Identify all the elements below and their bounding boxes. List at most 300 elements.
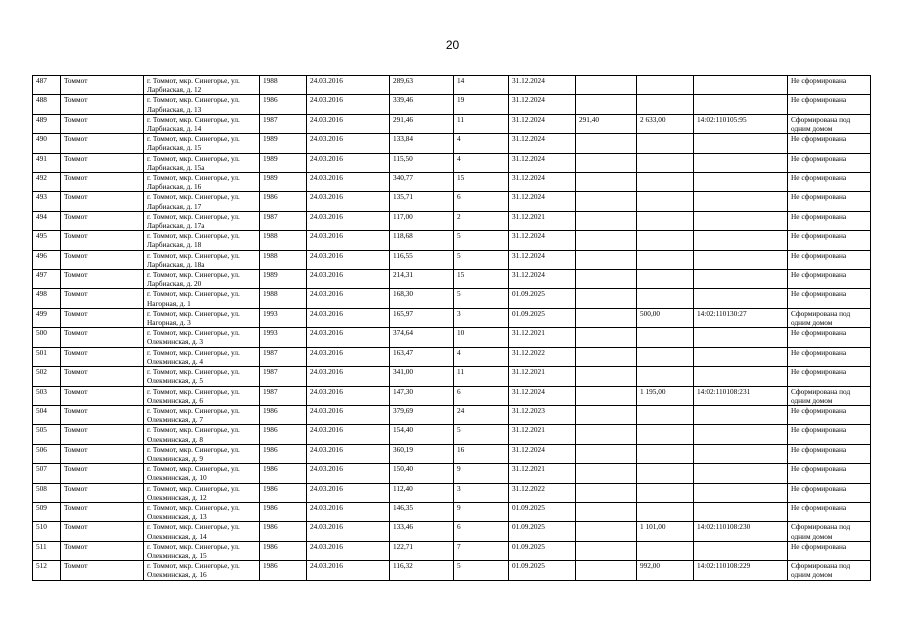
cell-residents: 16 xyxy=(454,444,509,463)
cell-cadastral-number xyxy=(694,153,788,172)
table-row xyxy=(33,95,871,114)
cell-address: г. Томмот, мкр. Синегорье, ул. Олекминская, д. 15 xyxy=(144,541,260,560)
cell-cadastral-number xyxy=(694,250,788,269)
table-row xyxy=(33,231,871,250)
cell-land-area-2 xyxy=(637,483,694,502)
cell-build-year: 1989 xyxy=(260,270,307,289)
cell-deadline: 31.12.2024 xyxy=(509,250,576,269)
table-row xyxy=(33,289,871,308)
cell-settlement: Томмот xyxy=(61,211,144,230)
table-row xyxy=(33,250,871,269)
cell-status: Не сформирована xyxy=(788,153,871,172)
cell-residents: 11 xyxy=(454,367,509,386)
cell-cadastral-number xyxy=(694,367,788,386)
cell-survey-date: 24.03.2016 xyxy=(307,76,390,95)
cell-area: 341,00 xyxy=(390,367,454,386)
cell-survey-date: 24.03.2016 xyxy=(307,95,390,114)
cell-area: 112,40 xyxy=(390,483,454,502)
cell-settlement: Томмот xyxy=(61,444,144,463)
cell-residents: 14 xyxy=(454,76,509,95)
cell-cadastral-number xyxy=(694,483,788,502)
cell-area: 340,77 xyxy=(390,173,454,192)
cell-status: Сформирована под одним домом xyxy=(788,114,871,133)
cell-cadastral-number: 14:02:110108:231 xyxy=(694,386,788,405)
cell-cadastral-number xyxy=(694,76,788,95)
cell-land-area-2 xyxy=(637,541,694,560)
cell-number: 499 xyxy=(33,308,61,327)
cell-survey-date: 24.03.2016 xyxy=(307,541,390,560)
cell-build-year: 1988 xyxy=(260,250,307,269)
cell-area: 379,69 xyxy=(390,405,454,424)
cell-land-area-1 xyxy=(576,270,637,289)
table-row xyxy=(33,347,871,366)
cell-land-area-1 xyxy=(576,367,637,386)
cell-area: 163,47 xyxy=(390,347,454,366)
cell-deadline: 01.09.2025 xyxy=(509,308,576,327)
cell-number: 511 xyxy=(33,541,61,560)
cell-land-area-2 xyxy=(637,425,694,444)
cell-residents: 19 xyxy=(454,95,509,114)
cell-address: г. Томмот, мкр. Синегорье, ул. Ларбиаская, д. 18 xyxy=(144,231,260,250)
cell-residents: 3 xyxy=(454,308,509,327)
cell-survey-date: 24.03.2016 xyxy=(307,211,390,230)
cell-settlement: Томмот xyxy=(61,250,144,269)
cell-land-area-2 xyxy=(637,289,694,308)
cell-deadline: 31.12.2022 xyxy=(509,483,576,502)
cell-residents: 3 xyxy=(454,483,509,502)
cell-settlement: Томмот xyxy=(61,114,144,133)
table-row xyxy=(33,464,871,483)
cell-number: 494 xyxy=(33,211,61,230)
cell-deadline: 01.09.2025 xyxy=(509,522,576,541)
cell-area: 117,00 xyxy=(390,211,454,230)
cell-cadastral-number xyxy=(694,173,788,192)
cell-build-year: 1989 xyxy=(260,134,307,153)
cell-status: Не сформирована xyxy=(788,541,871,560)
cell-number: 508 xyxy=(33,483,61,502)
cell-land-area-2 xyxy=(637,231,694,250)
cell-build-year: 1988 xyxy=(260,76,307,95)
cell-residents: 4 xyxy=(454,134,509,153)
cell-survey-date: 24.03.2016 xyxy=(307,114,390,133)
cell-status: Сформирована под одним домом xyxy=(788,308,871,327)
table-row xyxy=(33,308,871,327)
cell-address: г. Томмот, мкр. Синегорье, ул. Ларбиаская, д. 15а xyxy=(144,153,260,172)
cell-settlement: Томмот xyxy=(61,328,144,347)
cell-number: 507 xyxy=(33,464,61,483)
cell-cadastral-number xyxy=(694,231,788,250)
cell-settlement: Томмот xyxy=(61,289,144,308)
cell-status: Не сформирована xyxy=(788,405,871,424)
cell-land-area-2 xyxy=(637,134,694,153)
table-row xyxy=(33,211,871,230)
cell-land-area-2 xyxy=(637,95,694,114)
cell-build-year: 1987 xyxy=(260,211,307,230)
cell-survey-date: 24.03.2016 xyxy=(307,231,390,250)
cell-survey-date: 24.03.2016 xyxy=(307,134,390,153)
cell-address: г. Томмот, мкр. Синегорье, ул. Ларбиаская, д. 20 xyxy=(144,270,260,289)
cell-land-area-2 xyxy=(637,250,694,269)
cell-number: 497 xyxy=(33,270,61,289)
cell-cadastral-number xyxy=(694,328,788,347)
cell-build-year: 1987 xyxy=(260,347,307,366)
cell-residents: 6 xyxy=(454,522,509,541)
cell-land-area-1 xyxy=(576,386,637,405)
cell-land-area-1 xyxy=(576,561,637,580)
cell-land-area-1 xyxy=(576,483,637,502)
cell-number: 498 xyxy=(33,289,61,308)
cell-land-area-2: 1 195,00 xyxy=(637,386,694,405)
cell-area: 360,19 xyxy=(390,444,454,463)
cell-address: г. Томмот, мкр. Синегорье, ул. Олекминская, д. 6 xyxy=(144,386,260,405)
cell-cadastral-number: 14:02:110108:230 xyxy=(694,522,788,541)
cell-cadastral-number: 14:02:110108:229 xyxy=(694,561,788,580)
cell-number: 504 xyxy=(33,405,61,424)
cell-number: 492 xyxy=(33,173,61,192)
cell-status: Не сформирована xyxy=(788,95,871,114)
cell-residents: 15 xyxy=(454,173,509,192)
cell-land-area-2: 1 101,00 xyxy=(637,522,694,541)
cell-residents: 5 xyxy=(454,250,509,269)
cell-survey-date: 24.03.2016 xyxy=(307,270,390,289)
table-row xyxy=(33,561,871,580)
cell-deadline: 31.12.2024 xyxy=(509,76,576,95)
cell-land-area-1 xyxy=(576,308,637,327)
cell-area: 374,64 xyxy=(390,328,454,347)
cell-survey-date: 24.03.2016 xyxy=(307,483,390,502)
cell-address: г. Томмот, мкр. Синегорье, ул. Олекминская, д. 13 xyxy=(144,502,260,521)
cell-residents: 10 xyxy=(454,328,509,347)
cell-residents: 5 xyxy=(454,289,509,308)
cell-residents: 6 xyxy=(454,386,509,405)
cell-residents: 6 xyxy=(454,192,509,211)
cell-deadline: 01.09.2025 xyxy=(509,289,576,308)
cell-build-year: 1986 xyxy=(260,95,307,114)
cell-land-area-1 xyxy=(576,502,637,521)
cell-survey-date: 24.03.2016 xyxy=(307,464,390,483)
cell-address: г. Томмот, мкр. Синегорье, ул. Ларбиаская, д. 16 xyxy=(144,173,260,192)
cell-build-year: 1986 xyxy=(260,561,307,580)
cell-settlement: Томмот xyxy=(61,367,144,386)
cell-address: г. Томмот, мкр. Синегорье, ул. Олекминская, д. 12 xyxy=(144,483,260,502)
cell-address: г. Томмот, мкр. Синегорье, ул. Нагорная, д. 1 xyxy=(144,289,260,308)
cell-land-area-2 xyxy=(637,464,694,483)
cell-area: 116,55 xyxy=(390,250,454,269)
cell-number: 493 xyxy=(33,192,61,211)
cell-land-area-2 xyxy=(637,444,694,463)
cell-status: Не сформирована xyxy=(788,211,871,230)
cell-status: Не сформирована xyxy=(788,367,871,386)
table-row xyxy=(33,386,871,405)
cell-residents: 9 xyxy=(454,502,509,521)
table-row xyxy=(33,134,871,153)
cell-land-area-1 xyxy=(576,425,637,444)
cell-land-area-2 xyxy=(637,192,694,211)
cell-survey-date: 24.03.2016 xyxy=(307,308,390,327)
cell-settlement: Томмот xyxy=(61,347,144,366)
table-row xyxy=(33,425,871,444)
cell-deadline: 01.09.2025 xyxy=(509,561,576,580)
cell-land-area-1 xyxy=(576,464,637,483)
table-row xyxy=(33,522,871,541)
cell-number: 512 xyxy=(33,561,61,580)
cell-cadastral-number xyxy=(694,347,788,366)
cell-area: 168,30 xyxy=(390,289,454,308)
cell-settlement: Томмот xyxy=(61,464,144,483)
cell-cadastral-number: 14:02:110130:27 xyxy=(694,308,788,327)
cell-land-area-1 xyxy=(576,444,637,463)
cell-cadastral-number xyxy=(694,95,788,114)
cell-residents: 5 xyxy=(454,425,509,444)
cell-survey-date: 24.03.2016 xyxy=(307,522,390,541)
cell-settlement: Томмот xyxy=(61,405,144,424)
cell-residents: 9 xyxy=(454,464,509,483)
cell-cadastral-number xyxy=(694,270,788,289)
cell-build-year: 1993 xyxy=(260,308,307,327)
cell-land-area-2 xyxy=(637,211,694,230)
cell-settlement: Томмот xyxy=(61,561,144,580)
cell-status: Не сформирована xyxy=(788,192,871,211)
cell-build-year: 1986 xyxy=(260,522,307,541)
cell-deadline: 31.12.2024 xyxy=(509,192,576,211)
cell-land-area-1 xyxy=(576,231,637,250)
cell-number: 487 xyxy=(33,76,61,95)
cell-land-area-2 xyxy=(637,153,694,172)
cell-build-year: 1986 xyxy=(260,444,307,463)
cell-number: 506 xyxy=(33,444,61,463)
table-row xyxy=(33,444,871,463)
cell-residents: 4 xyxy=(454,347,509,366)
table-row xyxy=(33,502,871,521)
cell-area: 118,68 xyxy=(390,231,454,250)
cell-build-year: 1987 xyxy=(260,367,307,386)
cell-settlement: Томмот xyxy=(61,522,144,541)
cell-area: 115,50 xyxy=(390,153,454,172)
cell-deadline: 31.12.2021 xyxy=(509,425,576,444)
cell-settlement: Томмот xyxy=(61,173,144,192)
cell-deadline: 31.12.2021 xyxy=(509,328,576,347)
cell-build-year: 1986 xyxy=(260,405,307,424)
cell-area: 147,30 xyxy=(390,386,454,405)
cell-build-year: 1989 xyxy=(260,173,307,192)
cell-survey-date: 24.03.2016 xyxy=(307,173,390,192)
cell-residents: 15 xyxy=(454,270,509,289)
cell-deadline: 31.12.2024 xyxy=(509,386,576,405)
cell-deadline: 31.12.2024 xyxy=(509,444,576,463)
cell-status: Не сформирована xyxy=(788,173,871,192)
cell-cadastral-number xyxy=(694,289,788,308)
cell-address: г. Томмот, мкр. Синегорье, ул. Ларбиаская, д. 15 xyxy=(144,134,260,153)
cell-land-area-2 xyxy=(637,173,694,192)
cell-status: Сформирована под одним домом xyxy=(788,522,871,541)
cell-status: Не сформирована xyxy=(788,270,871,289)
cell-land-area-1 xyxy=(576,328,637,347)
cell-deadline: 31.12.2021 xyxy=(509,464,576,483)
cell-deadline: 01.09.2025 xyxy=(509,502,576,521)
cell-land-area-2 xyxy=(637,76,694,95)
cell-cadastral-number xyxy=(694,464,788,483)
cell-address: г. Томмот, мкр. Синегорье, ул. Ларбиаская, д. 12 xyxy=(144,76,260,95)
cell-build-year: 1987 xyxy=(260,114,307,133)
cell-deadline: 31.12.2021 xyxy=(509,367,576,386)
cell-cadastral-number xyxy=(694,134,788,153)
cell-build-year: 1993 xyxy=(260,328,307,347)
table-row xyxy=(33,173,871,192)
cell-residents: 5 xyxy=(454,561,509,580)
cell-land-area-1 xyxy=(576,522,637,541)
cell-cadastral-number xyxy=(694,541,788,560)
table-row xyxy=(33,114,871,133)
cell-status: Не сформирована xyxy=(788,134,871,153)
cell-survey-date: 24.03.2016 xyxy=(307,153,390,172)
cell-deadline: 31.12.2024 xyxy=(509,270,576,289)
cell-status: Не сформирована xyxy=(788,289,871,308)
cell-build-year: 1986 xyxy=(260,502,307,521)
cell-land-area-2 xyxy=(637,270,694,289)
cell-land-area-1 xyxy=(576,134,637,153)
cell-area: 122,71 xyxy=(390,541,454,560)
cell-deadline: 31.12.2023 xyxy=(509,405,576,424)
cell-address: г. Томмот, мкр. Синегорье, ул. Олекминская, д. 4 xyxy=(144,347,260,366)
cell-land-area-1 xyxy=(576,192,637,211)
table-row xyxy=(33,192,871,211)
cell-land-area-1 xyxy=(576,541,637,560)
cell-status: Не сформирована xyxy=(788,464,871,483)
cell-deadline: 31.12.2022 xyxy=(509,347,576,366)
cell-land-area-2 xyxy=(637,405,694,424)
cell-area: 133,46 xyxy=(390,522,454,541)
cell-land-area-1 xyxy=(576,153,637,172)
cell-build-year: 1989 xyxy=(260,153,307,172)
cell-survey-date: 24.03.2016 xyxy=(307,347,390,366)
cell-land-area-1 xyxy=(576,76,637,95)
cell-survey-date: 24.03.2016 xyxy=(307,289,390,308)
cell-land-area-2 xyxy=(637,502,694,521)
cell-address: г. Томмот, мкр. Синегорье, ул. Олекминская, д. 7 xyxy=(144,405,260,424)
cell-survey-date: 24.03.2016 xyxy=(307,250,390,269)
cell-build-year: 1986 xyxy=(260,483,307,502)
cell-status: Не сформирована xyxy=(788,231,871,250)
cell-build-year: 1988 xyxy=(260,289,307,308)
cell-cadastral-number xyxy=(694,192,788,211)
cell-address: г. Томмот, мкр. Синегорье, ул. Ларбиаская, д. 17а xyxy=(144,211,260,230)
cell-build-year: 1987 xyxy=(260,386,307,405)
table-body xyxy=(33,76,871,581)
cell-residents: 11 xyxy=(454,114,509,133)
cell-settlement: Томмот xyxy=(61,134,144,153)
cell-status: Не сформирована xyxy=(788,483,871,502)
cell-land-area-2 xyxy=(637,347,694,366)
cell-cadastral-number xyxy=(694,211,788,230)
cell-area: 289,63 xyxy=(390,76,454,95)
cell-number: 488 xyxy=(33,95,61,114)
cell-settlement: Томмот xyxy=(61,270,144,289)
cell-address: г. Томмот, мкр. Синегорье, ул. Олекминская, д. 8 xyxy=(144,425,260,444)
cell-area: 165,97 xyxy=(390,308,454,327)
table-row xyxy=(33,367,871,386)
cell-cadastral-number xyxy=(694,405,788,424)
cell-residents: 5 xyxy=(454,231,509,250)
cell-residents: 24 xyxy=(454,405,509,424)
cell-build-year: 1986 xyxy=(260,192,307,211)
cell-address: г. Томмот, мкр. Синегорье, ул. Ларбиаская, д. 14 xyxy=(144,114,260,133)
table-row xyxy=(33,328,871,347)
cell-land-area-2 xyxy=(637,328,694,347)
table-row xyxy=(33,270,871,289)
cell-status: Не сформирована xyxy=(788,444,871,463)
cell-survey-date: 24.03.2016 xyxy=(307,502,390,521)
cell-land-area-1 xyxy=(576,289,637,308)
table-row xyxy=(33,76,871,95)
cell-status: Не сформирована xyxy=(788,328,871,347)
cell-number: 496 xyxy=(33,250,61,269)
cell-land-area-1: 291,40 xyxy=(576,114,637,133)
cell-address: г. Томмот, мкр. Синегорье, ул. Ларбиаская, д. 17 xyxy=(144,192,260,211)
cell-status: Не сформирована xyxy=(788,502,871,521)
cell-address: г. Томмот, мкр. Синегорье, ул. Олекминская, д. 16 xyxy=(144,561,260,580)
cell-number: 510 xyxy=(33,522,61,541)
cell-number: 509 xyxy=(33,502,61,521)
cell-build-year: 1986 xyxy=(260,464,307,483)
cell-area: 133,84 xyxy=(390,134,454,153)
cell-settlement: Томмот xyxy=(61,308,144,327)
cell-area: 291,46 xyxy=(390,114,454,133)
cell-survey-date: 24.03.2016 xyxy=(307,561,390,580)
cell-deadline: 31.12.2024 xyxy=(509,134,576,153)
cell-area: 135,71 xyxy=(390,192,454,211)
cell-address: г. Томмот, мкр. Синегорье, ул. Олекминская, д. 14 xyxy=(144,522,260,541)
cell-status: Не сформирована xyxy=(788,425,871,444)
cell-settlement: Томмот xyxy=(61,153,144,172)
cell-land-area-2: 992,00 xyxy=(637,561,694,580)
cell-cadastral-number: 14:02:110105:95 xyxy=(694,114,788,133)
cell-address: г. Томмот, мкр. Синегорье, ул. Ларбиаская, д. 13 xyxy=(144,95,260,114)
cell-address: г. Томмот, мкр. Синегорье, ул. Ларбиаская, д. 18а xyxy=(144,250,260,269)
cell-status: Не сформирована xyxy=(788,250,871,269)
cell-area: 146,35 xyxy=(390,502,454,521)
cell-settlement: Томмот xyxy=(61,483,144,502)
cell-residents: 4 xyxy=(454,153,509,172)
housing-registry-table xyxy=(32,75,871,581)
cell-land-area-1 xyxy=(576,347,637,366)
cell-land-area-2: 2 633,00 xyxy=(637,114,694,133)
cell-survey-date: 24.03.2016 xyxy=(307,328,390,347)
cell-address: г. Томмот, мкр. Синегорье, ул. Олекминская, д. 5 xyxy=(144,367,260,386)
cell-area: 150,40 xyxy=(390,464,454,483)
cell-area: 154,40 xyxy=(390,425,454,444)
table-row xyxy=(33,541,871,560)
cell-land-area-1 xyxy=(576,211,637,230)
cell-area: 339,46 xyxy=(390,95,454,114)
cell-settlement: Томмот xyxy=(61,192,144,211)
cell-survey-date: 24.03.2016 xyxy=(307,405,390,424)
cell-survey-date: 24.03.2016 xyxy=(307,444,390,463)
cell-build-year: 1986 xyxy=(260,425,307,444)
cell-settlement: Томмот xyxy=(61,425,144,444)
cell-deadline: 01.09.2025 xyxy=(509,541,576,560)
cell-area: 214,31 xyxy=(390,270,454,289)
cell-number: 505 xyxy=(33,425,61,444)
cell-settlement: Томмот xyxy=(61,541,144,560)
cell-status: Не сформирована xyxy=(788,76,871,95)
cell-land-area-1 xyxy=(576,405,637,424)
cell-deadline: 31.12.2024 xyxy=(509,231,576,250)
cell-address: г. Томмот, мкр. Синегорье, ул. Олекминская, д. 9 xyxy=(144,444,260,463)
table-row xyxy=(33,405,871,424)
cell-residents: 7 xyxy=(454,541,509,560)
cell-settlement: Томмот xyxy=(61,502,144,521)
cell-status: Сформирована под одним домом xyxy=(788,561,871,580)
